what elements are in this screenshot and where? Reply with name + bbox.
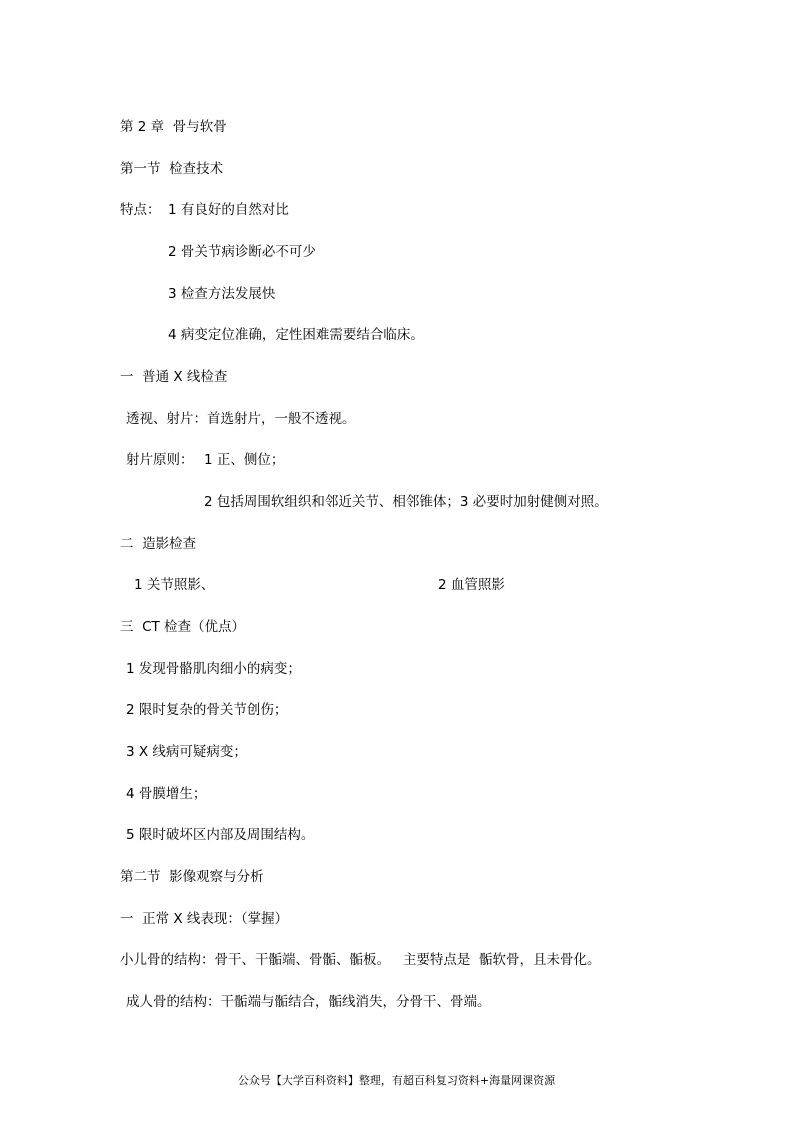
chapter-title: 第 2 章 骨与软骨 — [120, 119, 227, 135]
feature-item: 1 有良好的自然对比 — [168, 202, 289, 218]
ct-item: 3 X 线病可疑病变； — [126, 744, 247, 760]
xray-fluoro-text: 透视、射片：首选射片，一般不透视。 — [126, 411, 356, 427]
ct-item: 5 限时破坏区内部及周围结构。 — [126, 827, 315, 843]
ct-item: 1 发现骨骼肌肉细小的病变； — [126, 661, 301, 677]
xray-principle-label: 射片原则： — [126, 452, 194, 468]
section-title: 第二节 影像观察与分析 — [120, 869, 264, 885]
page-footer: 公众号【大学百科资料】整理，有超百科复习资料+海量网课资源 — [237, 1074, 556, 1087]
ct-item: 4 骨膜增生； — [126, 786, 207, 802]
contrast-item: 2 血管照影 — [438, 577, 505, 593]
adult-bone-text: 成人骨的结构：干骺端与骺结合，骺线消失，分骨干、骨端。 — [126, 994, 491, 1010]
xray-principle-item: 2 包括周围软组织和邻近关节、相邻锥体；3 必要时加射健侧对照。 — [204, 494, 608, 510]
xray-heading: 一 普通 X 线检查 — [120, 369, 228, 385]
contrast-item: 1 关节照影、 — [134, 577, 215, 593]
contrast-heading: 二 造影检查 — [120, 536, 197, 552]
ct-item: 2 限时复杂的骨关节创伤； — [126, 702, 288, 718]
child-bone-text: 小儿骨的结构：骨干、干骺端、骨骺、骺板。 主要特点是 骺软骨，且未骨化。 — [120, 952, 601, 968]
feature-item: 4 病变定位准确，定性困难需要结合临床。 — [168, 327, 424, 343]
xray-principle-item: 1 正、侧位； — [204, 452, 285, 468]
feature-item: 3 检查方法发展快 — [168, 286, 276, 302]
normal-xray-heading: 一 正常 X 线表现：（掌握） — [120, 911, 289, 927]
ct-heading: 三 CT 检查（优点） — [120, 619, 246, 635]
feature-item: 2 骨关节病诊断必不可少 — [168, 244, 316, 260]
section-title: 第一节 检查技术 — [120, 161, 224, 177]
features-label: 特点： — [120, 202, 161, 218]
